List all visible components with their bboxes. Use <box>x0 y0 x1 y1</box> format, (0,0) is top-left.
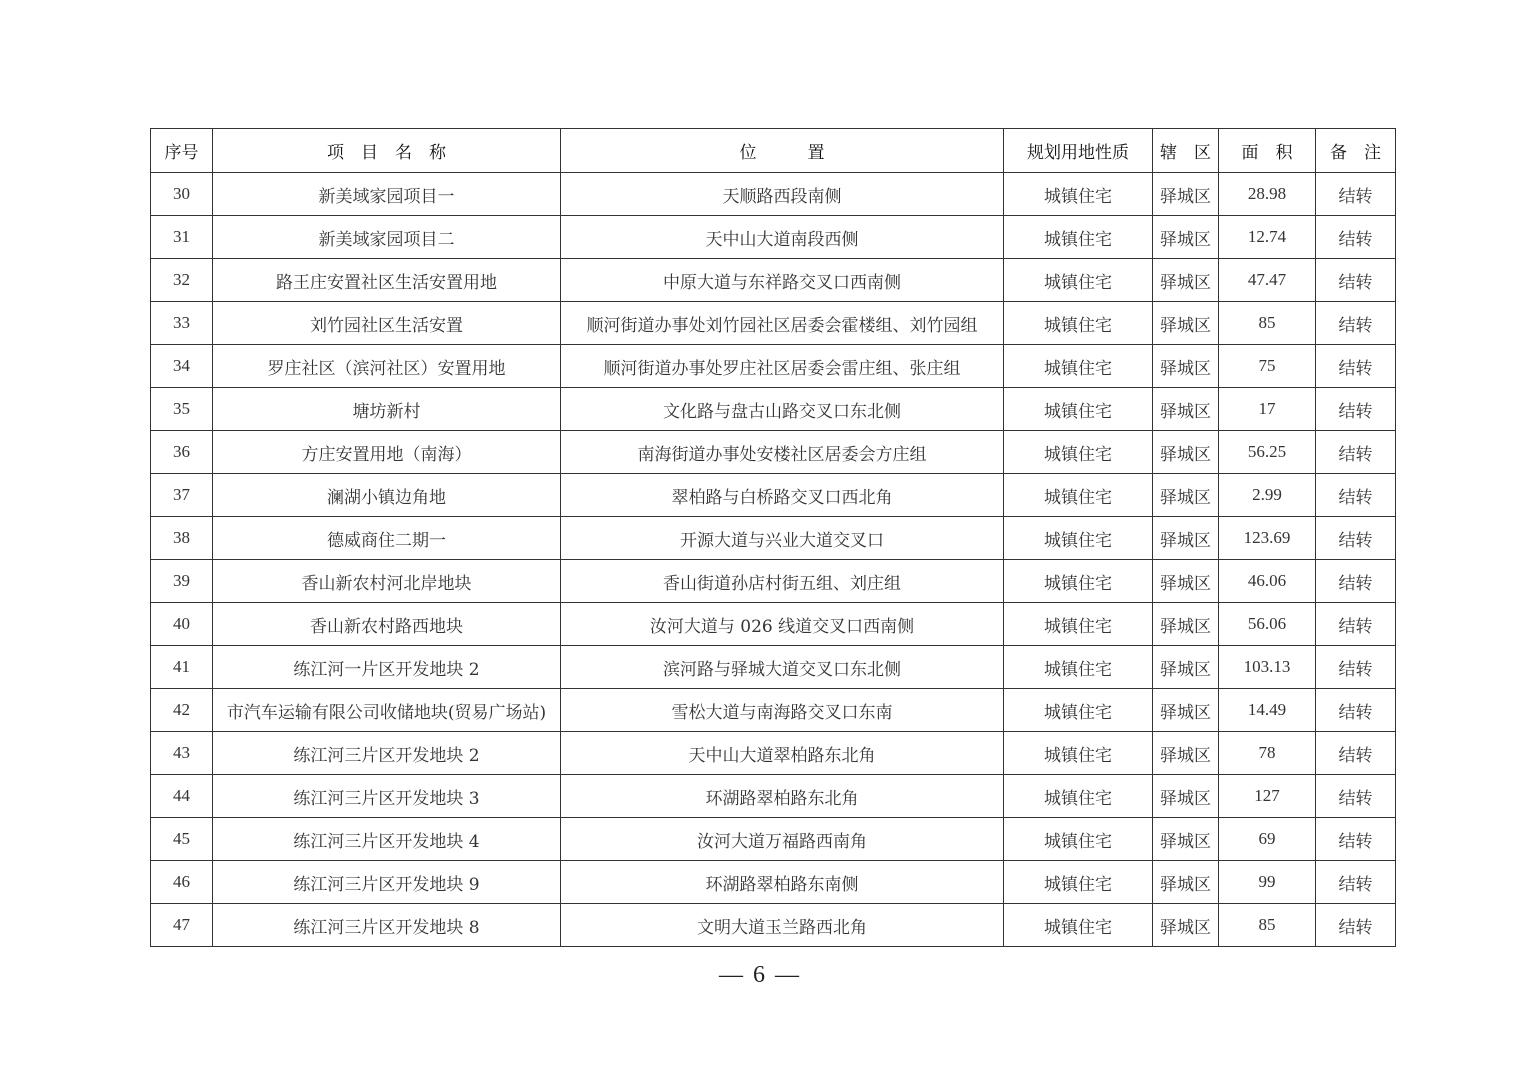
cell-remark: 结转 <box>1316 775 1396 818</box>
cell-area: 28.98 <box>1219 173 1316 216</box>
cell-area: 56.25 <box>1219 431 1316 474</box>
cell-district: 驿城区 <box>1153 646 1219 689</box>
cell-land-use: 城镇住宅 <box>1004 474 1153 517</box>
cell-remark: 结转 <box>1316 560 1396 603</box>
table-header-row <box>151 129 1396 173</box>
land-plan-table <box>150 128 1396 947</box>
table-row <box>151 474 1396 517</box>
cell-remark: 结转 <box>1316 259 1396 302</box>
table-row <box>151 732 1396 775</box>
cell-district: 驿城区 <box>1153 603 1219 646</box>
cell-land-use: 城镇住宅 <box>1004 302 1153 345</box>
cell-project-name: 市汽车运输有限公司收储地块(贸易广场站) <box>213 689 561 732</box>
cell-land-use: 城镇住宅 <box>1004 603 1153 646</box>
cell-location: 汝河大道与 026 线道交叉口西南侧 <box>561 603 1004 646</box>
cell-remark: 结转 <box>1316 904 1396 947</box>
cell-index: 35 <box>151 388 213 431</box>
cell-district: 驿城区 <box>1153 818 1219 861</box>
cell-project-name: 新美域家园项目一 <box>213 173 561 216</box>
cell-index: 40 <box>151 603 213 646</box>
cell-land-use: 城镇住宅 <box>1004 775 1153 818</box>
table-row <box>151 302 1396 345</box>
header-index: 序号 <box>151 129 213 173</box>
cell-remark: 结转 <box>1316 388 1396 431</box>
cell-project-name: 练江河三片区开发地块 2 <box>213 732 561 775</box>
cell-project-name: 方庄安置用地（南海） <box>213 431 561 474</box>
cell-remark: 结转 <box>1316 818 1396 861</box>
cell-district: 驿城区 <box>1153 345 1219 388</box>
cell-remark: 结转 <box>1316 216 1396 259</box>
table-row <box>151 259 1396 302</box>
cell-district: 驿城区 <box>1153 216 1219 259</box>
table-row <box>151 388 1396 431</box>
cell-land-use: 城镇住宅 <box>1004 861 1153 904</box>
cell-area: 2.99 <box>1219 474 1316 517</box>
cell-remark: 结转 <box>1316 732 1396 775</box>
cell-land-use: 城镇住宅 <box>1004 904 1153 947</box>
cell-district: 驿城区 <box>1153 388 1219 431</box>
cell-project-name: 罗庄社区（滨河社区）安置用地 <box>213 345 561 388</box>
cell-location: 顺河街道办事处刘竹园社区居委会霍楼组、刘竹园组 <box>561 302 1004 345</box>
cell-district: 驿城区 <box>1153 732 1219 775</box>
cell-district: 驿城区 <box>1153 775 1219 818</box>
table-row <box>151 861 1396 904</box>
cell-location: 汝河大道万福路西南角 <box>561 818 1004 861</box>
cell-remark: 结转 <box>1316 302 1396 345</box>
cell-remark: 结转 <box>1316 431 1396 474</box>
cell-area: 12.74 <box>1219 216 1316 259</box>
cell-project-name: 香山新农村河北岸地块 <box>213 560 561 603</box>
table-row <box>151 517 1396 560</box>
cell-area: 123.69 <box>1219 517 1316 560</box>
table-row <box>151 603 1396 646</box>
cell-location: 天顺路西段南侧 <box>561 173 1004 216</box>
cell-area: 17 <box>1219 388 1316 431</box>
cell-area: 99 <box>1219 861 1316 904</box>
header-district: 辖 区 <box>1153 129 1219 173</box>
cell-location: 滨河路与驿城大道交叉口东北侧 <box>561 646 1004 689</box>
cell-index: 46 <box>151 861 213 904</box>
cell-district: 驿城区 <box>1153 431 1219 474</box>
cell-area: 14.49 <box>1219 689 1316 732</box>
cell-land-use: 城镇住宅 <box>1004 216 1153 259</box>
cell-project-name: 新美域家园项目二 <box>213 216 561 259</box>
cell-location: 中原大道与东祥路交叉口西南侧 <box>561 259 1004 302</box>
cell-index: 47 <box>151 904 213 947</box>
cell-project-name: 练江河三片区开发地块 8 <box>213 904 561 947</box>
cell-index: 30 <box>151 173 213 216</box>
cell-location: 天中山大道翠柏路东北角 <box>561 732 1004 775</box>
table-row <box>151 818 1396 861</box>
cell-remark: 结转 <box>1316 345 1396 388</box>
cell-location: 天中山大道南段西侧 <box>561 216 1004 259</box>
cell-land-use: 城镇住宅 <box>1004 646 1153 689</box>
cell-remark: 结转 <box>1316 517 1396 560</box>
cell-area: 47.47 <box>1219 259 1316 302</box>
table-body <box>151 173 1396 947</box>
cell-project-name: 刘竹园社区生活安置 <box>213 302 561 345</box>
cell-project-name: 练江河三片区开发地块 3 <box>213 775 561 818</box>
cell-district: 驿城区 <box>1153 904 1219 947</box>
cell-project-name: 香山新农村路西地块 <box>213 603 561 646</box>
table-row <box>151 646 1396 689</box>
cell-land-use: 城镇住宅 <box>1004 732 1153 775</box>
cell-project-name: 德威商住二期一 <box>213 517 561 560</box>
cell-land-use: 城镇住宅 <box>1004 818 1153 861</box>
cell-index: 39 <box>151 560 213 603</box>
cell-district: 驿城区 <box>1153 517 1219 560</box>
cell-index: 41 <box>151 646 213 689</box>
cell-district: 驿城区 <box>1153 560 1219 603</box>
cell-index: 43 <box>151 732 213 775</box>
cell-location: 雪松大道与南海路交叉口东南 <box>561 689 1004 732</box>
cell-location: 香山街道孙店村街五组、刘庄组 <box>561 560 1004 603</box>
table-row <box>151 173 1396 216</box>
cell-project-name: 路王庄安置社区生活安置用地 <box>213 259 561 302</box>
table-row <box>151 775 1396 818</box>
cell-index: 36 <box>151 431 213 474</box>
cell-remark: 结转 <box>1316 474 1396 517</box>
cell-area: 69 <box>1219 818 1316 861</box>
cell-index: 38 <box>151 517 213 560</box>
cell-area: 85 <box>1219 904 1316 947</box>
cell-district: 驿城区 <box>1153 861 1219 904</box>
cell-index: 37 <box>151 474 213 517</box>
cell-land-use: 城镇住宅 <box>1004 173 1153 216</box>
cell-index: 32 <box>151 259 213 302</box>
cell-land-use: 城镇住宅 <box>1004 345 1153 388</box>
table-row <box>151 345 1396 388</box>
cell-remark: 结转 <box>1316 646 1396 689</box>
cell-project-name: 练江河一片区开发地块 2 <box>213 646 561 689</box>
cell-location: 文明大道玉兰路西北角 <box>561 904 1004 947</box>
cell-remark: 结转 <box>1316 603 1396 646</box>
page-number: — 6 — <box>719 962 801 988</box>
header-location: 位 置 <box>561 129 1004 173</box>
cell-area: 75 <box>1219 345 1316 388</box>
cell-land-use: 城镇住宅 <box>1004 259 1153 302</box>
cell-index: 33 <box>151 302 213 345</box>
cell-land-use: 城镇住宅 <box>1004 689 1153 732</box>
header-land-use: 规划用地性质 <box>1004 129 1153 173</box>
header-area: 面 积 <box>1219 129 1316 173</box>
cell-area: 78 <box>1219 732 1316 775</box>
cell-area: 56.06 <box>1219 603 1316 646</box>
table-row <box>151 560 1396 603</box>
cell-location: 文化路与盘古山路交叉口东北侧 <box>561 388 1004 431</box>
cell-land-use: 城镇住宅 <box>1004 560 1153 603</box>
cell-remark: 结转 <box>1316 173 1396 216</box>
cell-project-name: 塘坊新村 <box>213 388 561 431</box>
cell-project-name: 澜湖小镇边角地 <box>213 474 561 517</box>
header-remark: 备 注 <box>1316 129 1396 173</box>
cell-area: 85 <box>1219 302 1316 345</box>
cell-location: 环湖路翠柏路东北角 <box>561 775 1004 818</box>
cell-location: 南海街道办事处安楼社区居委会方庄组 <box>561 431 1004 474</box>
header-name: 项 目 名 称 <box>213 129 561 173</box>
cell-area: 46.06 <box>1219 560 1316 603</box>
cell-index: 31 <box>151 216 213 259</box>
cell-project-name: 练江河三片区开发地块 9 <box>213 861 561 904</box>
cell-index: 44 <box>151 775 213 818</box>
table-row <box>151 689 1396 732</box>
table-row <box>151 904 1396 947</box>
table-row <box>151 216 1396 259</box>
cell-district: 驿城区 <box>1153 259 1219 302</box>
cell-land-use: 城镇住宅 <box>1004 431 1153 474</box>
cell-district: 驿城区 <box>1153 474 1219 517</box>
cell-location: 翠柏路与白桥路交叉口西北角 <box>561 474 1004 517</box>
cell-district: 驿城区 <box>1153 689 1219 732</box>
table-row <box>151 431 1396 474</box>
cell-location: 环湖路翠柏路东南侧 <box>561 861 1004 904</box>
cell-land-use: 城镇住宅 <box>1004 388 1153 431</box>
cell-area: 127 <box>1219 775 1316 818</box>
cell-district: 驿城区 <box>1153 302 1219 345</box>
cell-project-name: 练江河三片区开发地块 4 <box>213 818 561 861</box>
cell-remark: 结转 <box>1316 689 1396 732</box>
cell-index: 42 <box>151 689 213 732</box>
cell-index: 34 <box>151 345 213 388</box>
cell-remark: 结转 <box>1316 861 1396 904</box>
cell-location: 开源大道与兴业大道交叉口 <box>561 517 1004 560</box>
cell-location: 顺河街道办事处罗庄社区居委会雷庄组、张庄组 <box>561 345 1004 388</box>
cell-index: 45 <box>151 818 213 861</box>
cell-district: 驿城区 <box>1153 173 1219 216</box>
cell-area: 103.13 <box>1219 646 1316 689</box>
cell-land-use: 城镇住宅 <box>1004 517 1153 560</box>
